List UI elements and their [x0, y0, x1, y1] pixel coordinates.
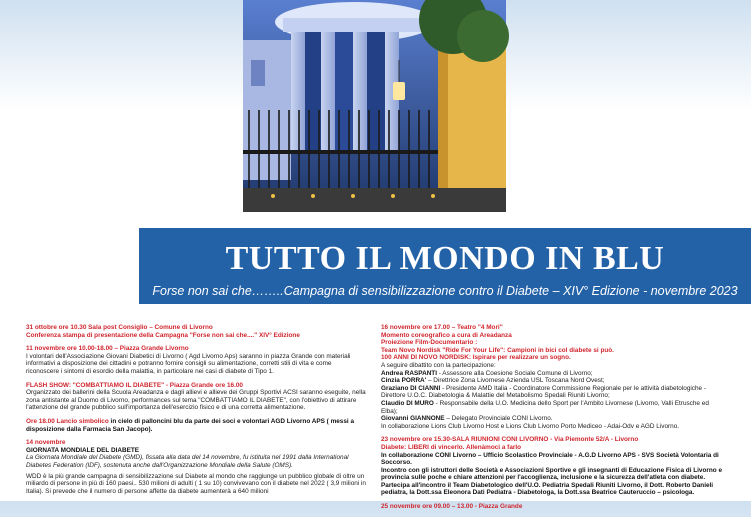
event-heading: 23 novembre ore 15.30-SALA RIUNIONI CONI LIVORNO - Via Piemonte 52/A - Livorno: [381, 436, 639, 444]
event-subheading: Conferenza stampa di presentazione della Campagna "Forse non sai che...." XIV° Edizione: [26, 331, 300, 339]
event-heading: 11 novembre ore 10.00-18.00 – Piazza Grande Livorno: [26, 345, 189, 353]
event-subheading: GIORNATA MONDIALE DEL DIABETE: [26, 446, 140, 454]
event-subheading: Team Novo Nordisk "Ride For Your Life": Campioni in bici col diabete si può.: [381, 346, 614, 354]
event-heading: Ore 18.00 Lancio simbolico: [26, 417, 109, 425]
event-body: La Giornata Mondiale del Diabete (GMD), fissata alla data del 14 novembre, fu istituita nel 1991 dalla International Diabetes Federation (IDF), sostenuta anche dall'Organizzazione Mondiale della Salute (OMS).: [26, 454, 349, 469]
speaker-item: Giovanni GIANNONE – Delegato Provinciale CONI Livorno.: [381, 415, 553, 423]
event-balloon-launch: [26, 418, 366, 433]
speaker-item: Claudio DI MURO - Responsabile della U.O. Medicina dello Sport per l'Ambito Livornese (Livorno, Valli Etrusche ed Elba);: [381, 399, 709, 415]
event-heading: 16 novembre ore 17.00 – Teatro "4 Mori": [381, 324, 503, 331]
title-banner: [139, 228, 751, 304]
speaker-item: Andrea RASPANTI - Assessore alla Coesione Sociale Comune di Livorno;: [381, 369, 593, 377]
event-heading: 31 ottobre ore 10.30 Sala post Consiglio – Comune di Livorno: [26, 324, 213, 331]
event-intro: A seguire dibattito con la partecipazione:: [381, 361, 496, 369]
event-body: WDD è la più grande campagna di sensibilizzazione sul Diabete al mondo che raggiunge un pubblico globale di oltre un miliardo di persone in più di 160 paesi.. 530 milioni di adulti ( 1 su 10) convivevano con il diabete nel 2022 ( 3,9 milioni in Italia). Si prevede che il numero di persone affette da diabete aumenterà a 640 milioni: [26, 472, 366, 495]
event-subheading: Proiezione Film-Documentario :: [381, 339, 478, 347]
page-subtitle: Forse non sai che……..Campagna di sensibilizzazione contro il Diabete – XIV° Edizione - novembre 2023: [152, 284, 738, 298]
event-world-diabetes-day: [26, 439, 366, 495]
event-body: Organizzato dei ballerini della Scuola Areadanza e dagli allievi e allieve dei Gruppi Sportivi ACSI saranno eseguite, nella zona antistante al Duomo di Livorno, performances sul tema "COMBATTIAMO IL DIABETE", con l'obiettivo di attirare l'attenzione del grande pubblico sull'importanza dell'esercizio fisico e di una corretta alimentazione.: [26, 389, 366, 412]
event-heading: 14 novembre: [26, 439, 66, 447]
right-column: [381, 324, 723, 517]
event-heading: FLASH SHOW: "COMBATTIAMO IL DIABETE" - Piazza Grande ore 16.00: [26, 381, 243, 389]
event-heading: 25 novembre ore 09.00 – 13.00 - Piazza Grande: [381, 503, 523, 511]
event-collaboration: In collaborazione CONI Livorno – Ufficio Scolastico Provinciale - A.G.D Livorno APS - SVS Società Volontaria di Soccorso.: [381, 451, 719, 467]
event-subheading: 100 ANNI DI NOVO NORDISK: Ispirare per realizzare un sogno.: [381, 354, 571, 362]
event-coni-livorno: [381, 436, 723, 497]
hero-photo: [243, 0, 506, 212]
event-collaboration: In collaborazione Lions Club Livorno Host e Lions Club Livorno Porto Mediceo - Adai-Odv e AGD Livorno.: [381, 422, 680, 430]
event-flash-show: [26, 382, 366, 412]
event-piazza-grande: [26, 345, 366, 375]
event-press-conference: [26, 324, 366, 339]
event-piazza-grande-25: [381, 503, 723, 511]
speaker-item: Cinzia PORRA' – Direttrice Zona Livornese Azienda USL Toscana Nord Ovest;: [381, 377, 605, 385]
left-column: [26, 324, 366, 501]
page-title: TUTTO IL MONDO IN BLU: [225, 240, 665, 277]
speaker-item: Graziano DI CIANNI - Presidente AMD Italia - Coordinatore Commissione Regionale per le attività diabetologiche - Direttore U.O.C. Diabetologia & Malattie del Metabolismo Spedali Riuniti Livorno;: [381, 384, 707, 400]
event-subheading: Momento coreografico a cura di Areadanza: [381, 331, 512, 339]
event-body: in cielo di palloncini blu da parte dei soci e volontari AGD Livorno APS ( messi a disposizione dalla Farmacia San Jacopo).: [26, 417, 355, 433]
event-body: Incontro con gli istruttori delle Società e Associazioni Sportive e gli insegnanti di Educazione Fisica di Livorno e provincia sulle poche e chiare attenzioni per l'accoglienza, inclusione e la sicurezza dell'atleta con diabete. Partecipa all'incontro il Team Diabetologico dell'U.O. Pediatria Spedali Riuniti Livorno, il Dott. Roberto Danieli pediatra, la Dott.ssa Eleonora Dati Pediatra - Diabetologa, la Dott.ssa Beatrice Cauteruccio – psicologa.: [381, 466, 723, 497]
blue-lit-building-illustration: [243, 0, 506, 212]
event-body: I volontari dell'Associazione Giovani Diabetici di Livorno ( Agd Livorno Aps) saranno in piazza Grande con materiali informativi a disposizione dei cittadini e potranno fornire consigli su alimentazione, corretti stili di vita e come riconoscere i sintomi di esordio della malattia, in particolare nei casi di diabete di Tipo 1.: [26, 352, 351, 375]
event-subheading: Diabete: LIBERI di vincerlo. Allenàmoci a farlo: [381, 443, 522, 451]
event-teatro-4-mori: [381, 324, 723, 430]
